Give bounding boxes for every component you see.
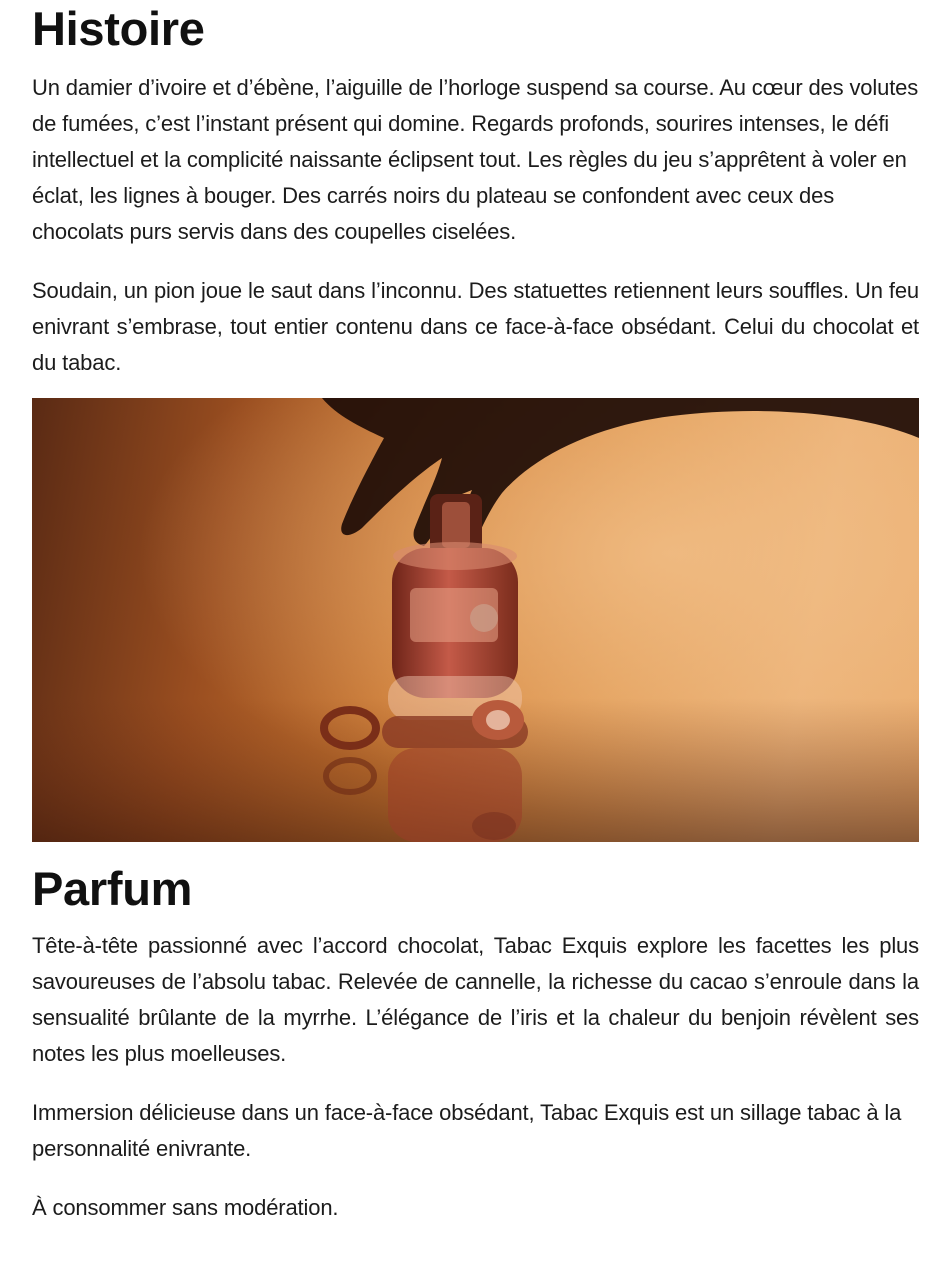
parfum-paragraph-3: À consommer sans modération. — [32, 1195, 339, 1220]
parfum-paragraph-2: Immersion délicieuse dans un face-à-face obsédant, Tabac Exquis est un sillage tabac à la personnalité enivrante. — [32, 1100, 902, 1161]
perfume-photo-illustration — [32, 398, 919, 842]
parfum-paragraph-1: Tête-à-tête passionné avec l’accord chocolat, Tabac Exquis explore les facettes les plus savoureuses de l’absolu tabac. Relevée de cannelle, la richesse du cacao s’enroule dans la sensualité brûlante de la myrrhe. L’élégance de l’iris et la chaleur du benjoin révèlent ses notes les plus moelleuses. — [32, 933, 919, 1066]
histoire-paragraph-2: Soudain, un pion joue le saut dans l’inconnu. Des statuettes retiennent leurs souffles. Un feu enivrant s’embrase, tout entier contenu dans ce face-à-face obsédant. Celui du chocolat et du tabac. — [32, 278, 919, 375]
section-title-histoire: Histoire — [32, 2, 205, 55]
section-title-parfum: Parfum — [32, 862, 193, 915]
article — [32, 0, 919, 1226]
histoire-paragraph-1: Un damier d’ivoire et d’ébène, l’aiguille de l’horloge suspend sa course. Au cœur des volutes de fumées, c’est l’instant présent qui domine. Regards profonds, sourires intenses, le défi intellectuel et la complicité naissante éclipsent tout. Les règles du jeu s’apprêtent à voler en éclat, les lignes à bouger. Des carrés noirs du plateau se confondent avec ceux des chocolats purs servis dans des coupelles ciselées. — [32, 75, 919, 244]
perfume-photo — [32, 398, 919, 842]
